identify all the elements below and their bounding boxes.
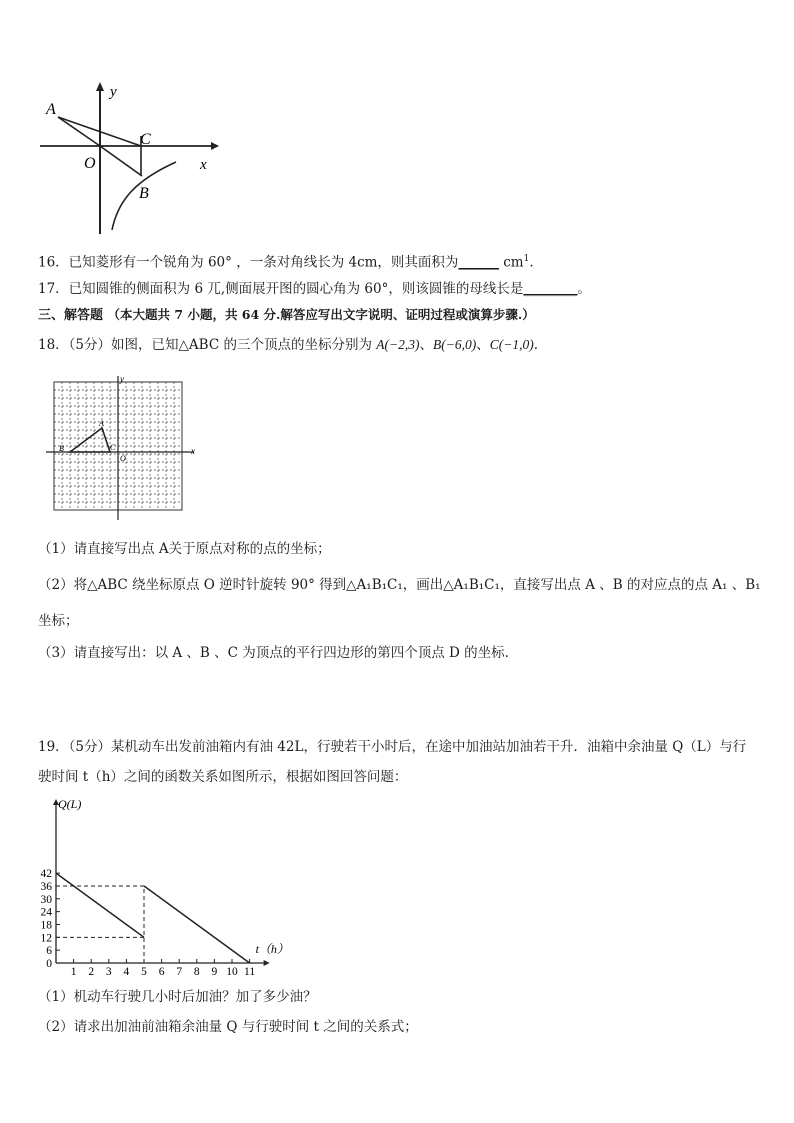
q18-sep-1: 、 xyxy=(419,337,433,353)
q18-end: . xyxy=(533,337,538,353)
q18-grid-figure xyxy=(46,374,202,522)
q16-text: 16．已知菱形有一个锐角为 60° ，一条对角线长为 4cm，则其面积为 xyxy=(38,254,459,271)
x-tick-label: 3 xyxy=(105,966,112,978)
q18-sep-2: 、 xyxy=(476,337,490,353)
y-tick-label: 6 xyxy=(46,945,52,958)
q19-stem-line-1: 19．（5分）某机动车出发前油箱内有油 42L，行驶若干小时后，在途中加油站加油若干升．油箱中余油量 Q（L）与行 xyxy=(38,739,747,755)
x-tick-label: 2 xyxy=(88,966,95,978)
grid-label-x: x xyxy=(191,446,195,456)
series-line-1 xyxy=(56,873,144,937)
x-axis-arrow xyxy=(264,960,270,966)
q18-part-2-line-1: （2）将△ABC 绕坐标原点 O 逆时针旋转 90° 得到△A₁B₁C₁，画出△A₁B₁C₁，直接写出点 A 、B 的对应点的点 A₁ 、B₁ xyxy=(38,577,761,593)
q18-part-2-line-2: 坐标； xyxy=(38,613,79,629)
q18-part-1: （1）请直接写出点 A关于原点对称的点的坐标； xyxy=(38,541,331,557)
y-tick-label: 42 xyxy=(40,868,52,881)
q18-stem: 18．（5分）如图，已知△ABC 的三个顶点的坐标分别为 xyxy=(38,337,377,353)
y-tick-label: 24 xyxy=(40,906,52,919)
grid-label-c: C xyxy=(110,443,116,452)
q19-fuel-chart xyxy=(30,796,300,980)
section-3-title: 三、解答题 xyxy=(38,308,104,323)
question-17 xyxy=(38,280,591,298)
q17-blank: ________ xyxy=(523,281,578,297)
fig1-label-c: C xyxy=(140,131,151,148)
x-tick-label: 9 xyxy=(211,966,218,978)
question-18-stem xyxy=(38,336,538,354)
fig1-label-b: B xyxy=(139,185,149,202)
fig1-label-x: x xyxy=(200,157,207,173)
x-tick-label: 1 xyxy=(70,966,77,978)
q19-stem-line-2: 驶时间 t（h）之间的函数关系如图所示，根据如图回答问题： xyxy=(38,769,408,785)
y-axis-label: Q(L) xyxy=(58,797,82,811)
x-tick-label: 7 xyxy=(176,966,183,978)
q18-point-a: A(−2,3) xyxy=(376,337,420,352)
q16-blank: ______ xyxy=(458,254,499,271)
q19-part-1: （1）机动车行驶几小时后加油？加了多少油？ xyxy=(38,989,317,1005)
y-tick-label: 36 xyxy=(40,880,52,893)
question-16 xyxy=(38,250,534,272)
fig1-label-o: O xyxy=(84,155,96,172)
y-tick-label: 12 xyxy=(40,932,52,945)
x-axis-label: t（h） xyxy=(255,942,289,956)
q17-text: 17．已知圆锥的侧面积为 6 兀,侧面展开图的圆心角为 60°，则该圆锥的母线长是 xyxy=(38,281,524,297)
y-tick-label: 30 xyxy=(40,893,52,906)
x-tick-label: 8 xyxy=(193,966,200,978)
section-3-heading xyxy=(38,306,535,325)
q16-end: . xyxy=(529,254,534,271)
q19-part-2: （2）请求出加油前油箱余油量 Q 与行驶时间 t 之间的关系式； xyxy=(38,1019,418,1035)
grid-label-b: B xyxy=(59,444,64,453)
section-3-note: （本大题共 7 小题，共 64 分.解答应写出文字说明、证明过程或演算步骤.） xyxy=(107,307,535,322)
y-tick-label: 18 xyxy=(40,919,52,932)
series-line-2 xyxy=(144,886,250,963)
x-tick-label: 11 xyxy=(244,966,256,978)
q18-point-c: C(−1,0) xyxy=(489,337,534,352)
q18-part-3: （3）请直接写出：以 A 、B 、C 为顶点的平行四边形的第四个顶点 D 的坐标. xyxy=(38,645,509,661)
grid-label-o: O xyxy=(120,454,126,463)
q18-point-b: B(−6,0) xyxy=(432,337,477,352)
q16-unit-sup: 1 xyxy=(523,254,530,264)
y-tick-label: 0 xyxy=(46,958,52,970)
q16-unit: cm xyxy=(498,254,524,271)
grid-label-y: y xyxy=(120,374,124,384)
x-tick-label: 4 xyxy=(123,966,130,978)
grid-label-a: A xyxy=(99,419,104,428)
fig1-label-a: A xyxy=(46,101,56,118)
x-tick-label: 10 xyxy=(226,966,238,978)
fig1-label-y: y xyxy=(110,84,117,100)
x-tick-label: 6 xyxy=(158,966,165,978)
x-tick-label: 5 xyxy=(141,966,147,978)
q17-end: 。 xyxy=(577,281,591,297)
figure-1-diagram xyxy=(36,80,226,238)
